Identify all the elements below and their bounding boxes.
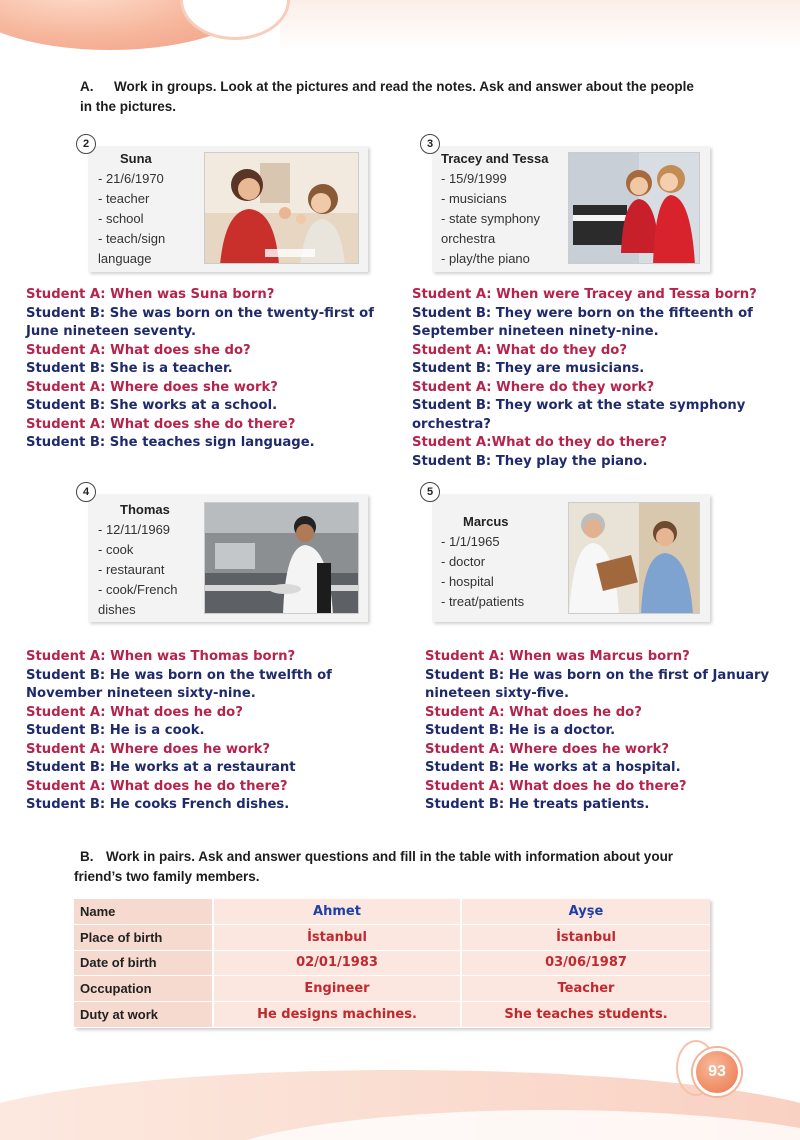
note-line: - teacher [98, 191, 150, 206]
dialogue-line: Student B: He cooks French dishes. [26, 797, 290, 812]
note-line: - cook/French [98, 582, 178, 597]
note-line: - musicians [441, 191, 507, 206]
section-b-letter: B. [80, 849, 94, 864]
table-row [74, 951, 710, 977]
dialogue-line: Student A: When was Marcus born? [425, 649, 690, 664]
table-cell: Engineer [214, 976, 462, 1002]
dialogue-line: Student A: What do they do? [412, 342, 627, 358]
table-header-cell: Ahmet [214, 899, 462, 925]
note-line: language [98, 251, 152, 266]
table-row [74, 925, 710, 951]
table-header-row [74, 899, 710, 925]
note-line: - 21/6/1970 [98, 171, 164, 186]
card-suna [82, 138, 368, 272]
dialogue-line: Student B: He works at a restaurant [26, 760, 296, 775]
card-tracey-tessa [426, 138, 710, 272]
person-name: Thomas [120, 502, 170, 517]
dialogue-line: November nineteen sixty-nine. [26, 686, 256, 701]
dialogue-line: Student A:What do they do there? [412, 435, 668, 450]
dialogue-line: Student B: He was born on the first of January [425, 667, 770, 683]
table-row-label: Place of birth [74, 925, 214, 951]
note-line: - doctor [441, 554, 486, 569]
note-line: - 15/9/1999 [441, 171, 507, 186]
note-line: - teach/sign [98, 231, 166, 246]
dialogue-line: Student A: Where do they work? [412, 379, 655, 395]
dialogue-line: Student B: He works at a hospital. [425, 760, 681, 775]
dialogue-line: Student B: She teaches sign language. [26, 435, 315, 450]
dialogue-line: Student A: When was Suna born? [26, 287, 275, 302]
dialogue-line: Student B: They were born on the fifteenth of [412, 305, 753, 321]
page-top-decoration [0, 0, 800, 60]
dialogue-line: Student B: They work at the state symphony [412, 398, 746, 413]
dialogue-line: Student A: When were Tracey and Tessa born? [412, 287, 757, 302]
dialogue-line: Student B: He is a doctor. [425, 723, 616, 738]
note-line: dishes [98, 602, 136, 617]
card-marcus [426, 486, 710, 622]
dialogue-line: Student B: They are musicians. [412, 361, 645, 376]
dialogue-line: Student B: They play the piano. [412, 453, 648, 469]
dialogue-line: Student A: What does he do? [26, 704, 243, 720]
dialogue-line: June nineteen seventy. [26, 324, 197, 339]
table-row-label: Duty at work [74, 1002, 214, 1028]
table-cell: Teacher [462, 976, 710, 1002]
dialogue-line: Student A: What does he do there? [425, 778, 687, 794]
notes-tracey-tessa [441, 149, 548, 269]
dialogue-line: orchestra? [412, 416, 491, 432]
section-b-instructions [74, 847, 764, 887]
photo-cook-kitchen [204, 502, 359, 614]
table-row [74, 1002, 710, 1028]
dialogue-line: nineteen sixty-five. [425, 686, 569, 701]
table-cell: İstanbul [214, 925, 462, 951]
note-line: - state symphony [441, 211, 540, 226]
section-a-line1: Work in groups. Look at the pictures and read the notes. Ask and answer about the people [114, 79, 694, 94]
dialogue-line: Student A: Where does she work? [26, 379, 278, 395]
person-name: Marcus [463, 514, 509, 529]
note-line: orchestra [441, 231, 496, 246]
dialogue-line: Student B: She is a teacher. [26, 361, 233, 376]
notes-thomas [98, 500, 177, 620]
table-row [74, 976, 710, 1002]
notes-marcus [441, 512, 524, 612]
card-thomas [82, 486, 368, 622]
table-cell: 03/06/1987 [462, 951, 710, 977]
note-line: - treat/patients [441, 594, 525, 609]
dialogue-line: Student A: Where does he work? [26, 741, 271, 757]
table-header-cell: Ayşe [462, 899, 710, 925]
card-number: 3 [420, 134, 440, 154]
dialogue-line: Student B: She works at a school. [26, 398, 278, 413]
table-cell: She teaches students. [462, 1002, 710, 1028]
dialogue-line: Student A: What does he do? [425, 704, 642, 720]
note-line: - 12/11/1969 [98, 522, 171, 537]
note-line: - play/the piano [441, 251, 530, 266]
note-line: - 1/1/1965 [441, 534, 500, 549]
section-a-instructions [80, 77, 760, 117]
dialogue-line: Student B: He treats patients. [425, 797, 650, 812]
note-line: - restaurant [98, 562, 165, 577]
dialogue-line: Student A: Where does he work? [425, 741, 670, 757]
table-row-label: Occupation [74, 976, 214, 1002]
dialogue-thomas [26, 648, 416, 815]
photo-doctor-patient [568, 502, 700, 614]
table-cell: İstanbul [462, 925, 710, 951]
dialogue-line: Student A: What does she do there? [26, 416, 296, 432]
card-number: 2 [76, 134, 96, 154]
dialogue-suna [26, 286, 406, 453]
notes-suna [98, 149, 165, 269]
dialogue-line: Student A: What does she do? [26, 342, 251, 358]
family-info-table [74, 899, 710, 1028]
photo-teacher-sign-language [204, 152, 359, 264]
person-name: Suna [120, 151, 152, 166]
section-b-line1: Work in pairs. Ask and answer questions and fill in the table with information about your [106, 849, 674, 864]
section-b-line2: friend’s two family members. [74, 869, 260, 884]
photo-musicians-piano [568, 152, 700, 264]
note-line: - cook [98, 542, 134, 557]
dialogue-line: Student B: She was born on the twenty-first of [26, 305, 374, 321]
dialogue-line: Student B: He is a cook. [26, 723, 205, 738]
dialogue-line: September nineteen ninety-nine. [412, 324, 659, 339]
dialogue-line: Student A: What does he do there? [26, 778, 288, 794]
dialogue-tracey-tessa [412, 286, 797, 471]
note-line: - hospital [441, 574, 494, 589]
table-cell: He designs machines. [214, 1002, 462, 1028]
table-cell: 02/01/1983 [214, 951, 462, 977]
card-number: 4 [76, 482, 96, 502]
dialogue-marcus [425, 648, 797, 815]
dialogue-line: Student A: When was Thomas born? [26, 649, 296, 664]
table-row-label: Name [74, 899, 214, 925]
table-row-label: Date of birth [74, 951, 214, 977]
card-number: 5 [420, 482, 440, 502]
note-line: - school [98, 211, 144, 226]
dialogue-line: Student B: He was born on the twelfth of [26, 667, 332, 683]
person-name: Tracey and Tessa [441, 151, 549, 166]
section-a-line2: in the pictures. [80, 99, 177, 114]
section-a-letter: A. [80, 79, 94, 94]
page-number: 93 [693, 1048, 741, 1096]
